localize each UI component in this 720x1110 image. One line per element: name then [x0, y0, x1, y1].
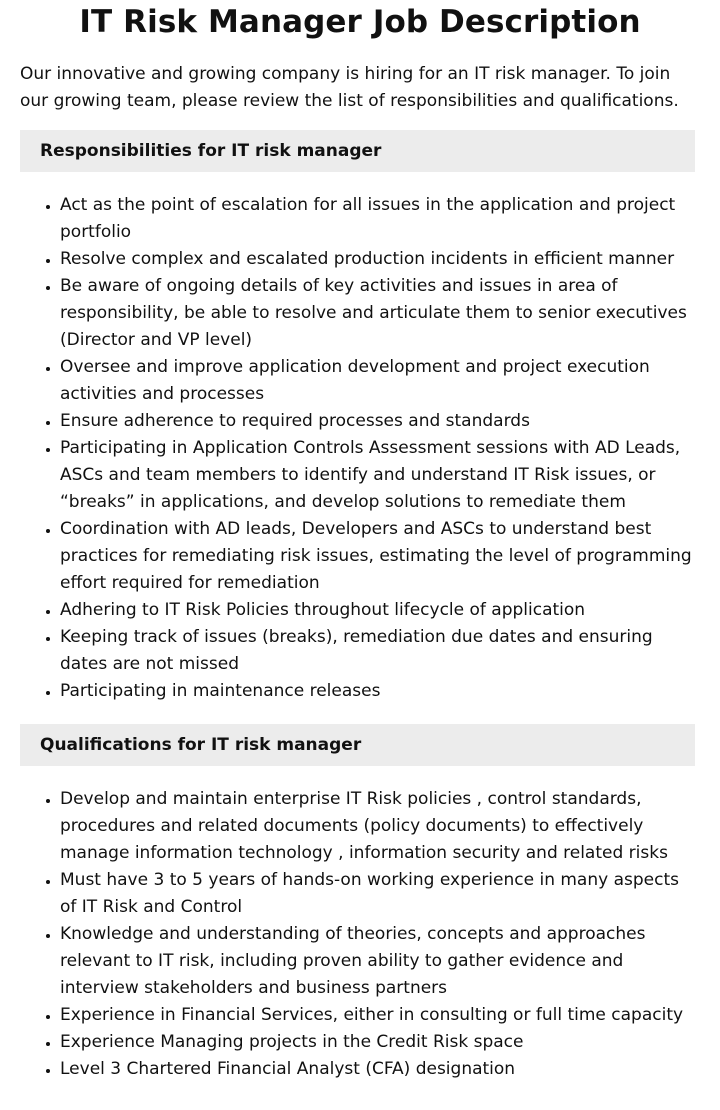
- qualifications-list: [20, 786, 695, 1083]
- list-item: • Knowledge and understanding of theories, concepts and approaches relevant to IT risk, including proven ability to gather evidence and interview stakeholders and business partners: [60, 921, 695, 1002]
- list-item: • Keeping track of issues (breaks), remediation due dates and ensuring dates are not missed: [60, 624, 695, 678]
- list-item: • Level 3 Chartered Financial Analyst (CFA) designation: [60, 1056, 695, 1083]
- responsibilities-list: [20, 192, 695, 705]
- list-item: • Participating in Application Controls Assessment sessions with AD Leads, ASCs and team members to identify and understand IT Risk issues, or “breaks” in applications, and develop solutions to remediate them: [60, 435, 695, 516]
- list-item: • Resolve complex and escalated production incidents in efficient manner: [60, 246, 695, 273]
- qualifications-heading: [20, 724, 695, 766]
- list-item: • Oversee and improve application development and project execution activities and processes: [60, 354, 695, 408]
- qualifications-heading-label: Qualifications for IT risk manager: [40, 735, 362, 755]
- list-item: • Participating in maintenance releases: [60, 678, 695, 705]
- page-title: IT Risk Manager Job Description: [79, 4, 641, 40]
- responsibilities-heading-label: Responsibilities for IT risk manager: [40, 141, 382, 161]
- list-item: • Act as the point of escalation for all issues in the application and project portfolio: [60, 192, 695, 246]
- list-item: • Be aware of ongoing details of key activities and issues in area of responsibility, be able to resolve and articulate them to senior executives (Director and VP level): [60, 273, 695, 354]
- list-item: • Must have 3 to 5 years of hands-on working experience in many aspects of IT Risk and Control: [60, 867, 695, 921]
- list-item: • Experience Managing projects in the Credit Risk space: [60, 1029, 695, 1056]
- intro-paragraph: Our innovative and growing company is hiring for an IT risk manager. To join our growing team, please review the list of responsibilities and qualifications.: [20, 64, 679, 111]
- list-item: • Ensure adherence to required processes and standards: [60, 408, 695, 435]
- list-item: • Coordination with AD leads, Developers and ASCs to understand best practices for remediating risk issues, estimating the level of programming effort required for remediation: [60, 516, 695, 597]
- list-item: • Adhering to IT Risk Policies throughout lifecycle of application: [60, 597, 695, 624]
- list-item: • Develop and maintain enterprise IT Risk policies , control standards, procedures and related documents (policy documents) to effectively manage information technology , information security and related risks: [60, 786, 695, 867]
- responsibilities-heading: [20, 130, 695, 172]
- list-item: • Experience in Financial Services, either in consulting or full time capacity: [60, 1002, 695, 1029]
